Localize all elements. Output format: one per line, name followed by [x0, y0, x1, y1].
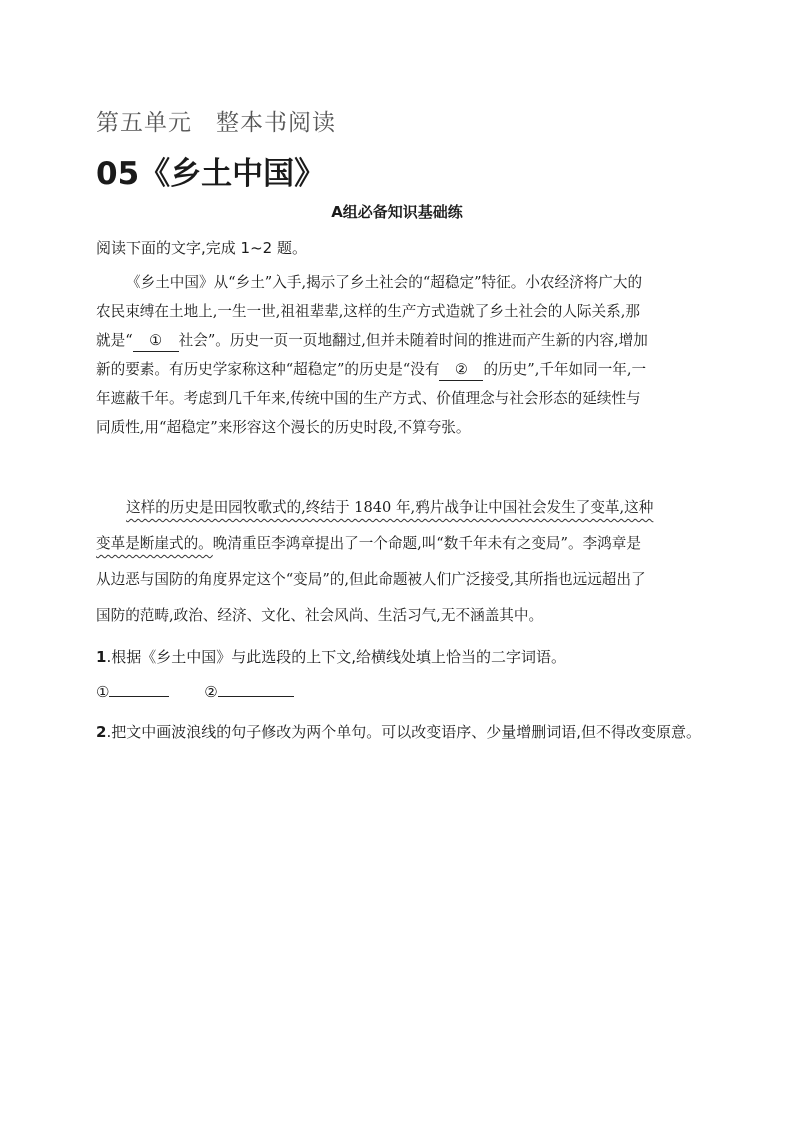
fill-blank-1: ① [133, 331, 179, 352]
passage-paragraph-2 [96, 490, 696, 634]
passage-line [96, 526, 696, 562]
answer-label: ② [204, 683, 218, 701]
wavy-underlined-sentence: 变革是断崖式的。 [96, 535, 213, 552]
passage-line: 年遮蔽千年。考虑到几千年来,传统中国的生产方式、价值理念与社会形态的延续性与 [96, 390, 641, 407]
question-text: .把文中画波浪线的句子修改为两个单句。可以改变语序、少量增删词语,但不得改变原意。 [106, 723, 701, 741]
answer-line [109, 682, 169, 697]
passage-line: 同质性,用“超稳定”来形容这个漫长的历史时段,不算夸张。 [96, 419, 471, 436]
passage-text: 的历史”,千年如同一年,一 [483, 361, 647, 378]
answer-line [218, 682, 294, 697]
passage-line: 国防的范畴,政治、经济、文化、社会风尚、生活习气,无不涵盖其中。 [96, 607, 544, 624]
question-number: 1 [96, 648, 107, 666]
section-heading: A组必备知识基础练 [331, 203, 463, 221]
passage-paragraph-1 [96, 268, 696, 442]
wavy-underlined-sentence: 这样的历史是田园牧歌式的,终结于 1840 年,鸦片战争让中国社会发生了变革,这种 [126, 499, 654, 516]
passage-text: 《乡土中国》从“乡土”入手,揭示了乡土社会的“超稳定”特征。小农经济将广大的 [126, 274, 643, 291]
reading-instruction: 阅读下面的文字,完成 1~2 题。 [96, 239, 307, 257]
passage-line [96, 490, 696, 526]
fill-blank-2: ② [439, 360, 483, 381]
question-1 [96, 646, 566, 667]
answer-blanks [96, 682, 324, 701]
question-number: 2 [96, 723, 107, 741]
passage-line [96, 326, 696, 355]
passage-line [96, 355, 696, 384]
unit-title: 第五单元 整本书阅读 [96, 110, 336, 136]
passage-text: 新的要素。有历史学家称这种“超稳定”的历史是“没有 [96, 361, 440, 378]
question-2 [96, 716, 706, 748]
passage-text: 晚清重臣李鸿章提出了一个命题,叫“数千年未有之变局”。李鸿章是 [212, 535, 641, 552]
answer-label: ① [96, 683, 110, 701]
passage-text: 社会”。历史一页一页地翻过,但并未随着时间的推进而产生新的内容,增加 [178, 332, 648, 349]
lesson-title: 05《乡土中国》 [96, 156, 326, 192]
question-text: .根据《乡土中国》与此选段的上下文,给横线处填上恰当的二字词语。 [106, 648, 566, 666]
answer-slot-1[interactable] [96, 682, 169, 701]
passage-line: 从边恶与国防的角度界定这个“变局”的,但此命题被人们广泛接受,其所指也远远超出了 [96, 571, 646, 588]
passage-line: 农民束缚在土地上,一生一世,祖祖辈辈,这样的生产方式造就了乡土社会的人际关系,那 [96, 303, 640, 320]
answer-slot-2[interactable] [204, 682, 293, 701]
passage-line [96, 268, 696, 297]
passage-text: 就是“ [96, 332, 133, 349]
